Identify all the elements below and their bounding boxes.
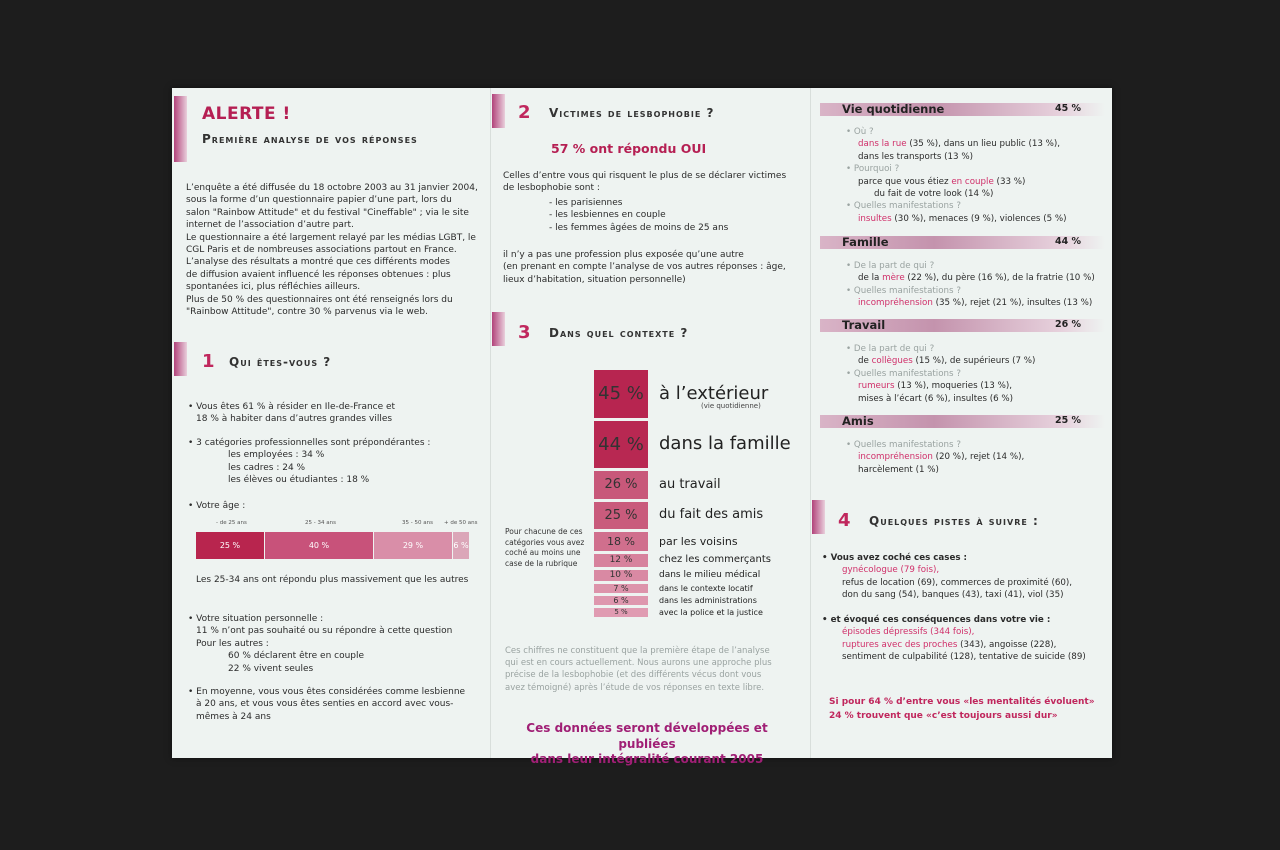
- section-number: 1: [202, 351, 215, 372]
- context-label: par les voisins: [659, 534, 738, 548]
- travail-details: • De la part de qui ? de collègues (15 %), de supérieurs (7 %) • Quelles manifestations ? rumeurs (13 %), moqueries (13 %), mises à l’écart (6 %), insultes (6 %): [846, 344, 1036, 404]
- context-bar: 5 %: [594, 608, 648, 617]
- fold-line: [490, 88, 491, 758]
- context-bar: 26 %: [594, 471, 648, 499]
- section-accent-bar: [492, 312, 505, 346]
- categories-block: • 3 catégories professionnelles sont prépondérantes : les employées : 34 % les cadres : 24 % les élèves ou étudiantes : 18 %: [188, 438, 431, 486]
- section-header-vie-quotidienne: Vie quotidienne 45 %: [820, 103, 1105, 116]
- closing-statement: Ces données seront développées et publiées dans leur intégralité courant 2005: [526, 721, 768, 766]
- context-bar: 6 %: [594, 596, 648, 605]
- page-subtitle: Première analyse de vos réponses: [202, 132, 418, 146]
- disclaimer-text: Ces chiffres ne constituent que la première étape de l’analyse qui est en cours actuellement. Nous aurons une approche plus précise de la lesbophobie (et des différents vécus dont vous avez témoigné) après l’étude de vos réponses en texte libre.: [505, 646, 772, 693]
- page-title: ALERTE !: [202, 104, 291, 124]
- context-bar: 18 %: [594, 532, 648, 551]
- age-label: • Votre âge :: [188, 501, 246, 511]
- context-bar: 45 %: [594, 370, 648, 418]
- residence-text: • Vous êtes 61 % à résider en Ile-de-France et 18 % à habiter dans d’autres grandes villes: [188, 402, 396, 425]
- context-label: du fait des amis: [659, 507, 764, 523]
- age-bar-35-50: 29 %: [374, 532, 452, 559]
- context-label: à l’extérieur: [659, 382, 769, 404]
- context-bar: 12 %: [594, 554, 648, 567]
- oui-percentage: 57 % ont répondu OUI: [551, 141, 707, 156]
- section-header-famille: Famille 44 %: [820, 236, 1105, 249]
- final-statement: Si pour 64 % d’entre vous «les mentalités évoluent» 24 % trouvent que «c’est toujours aussi dur»: [829, 697, 1095, 721]
- consequences-block: • et évoqué ces conséquences dans votre vie : épisodes dépressifs (344 fois), ruptures avec des proches (343), angoisse (228), sentiment de culpabilité (128), tentative de suicide (89): [822, 615, 1086, 663]
- context-label: chez les commerçants: [659, 554, 771, 566]
- age-bar-under-25: 25 %: [196, 532, 264, 559]
- section-accent-bar: [492, 94, 505, 128]
- context-label: dans le milieu médical: [659, 569, 761, 580]
- section-number: 4: [838, 510, 851, 531]
- context-side-note: Pour chacune de ces catégories vous avez coché au moins une case de la rubrique: [505, 527, 585, 568]
- age-group-label: + de 50 ans: [444, 520, 478, 526]
- age-note: Les 25-34 ans ont répondu plus massivement que les autres: [196, 575, 469, 585]
- section-number: 2: [518, 102, 531, 123]
- section-accent-bar: [174, 342, 187, 376]
- context-label: avec la police et la justice: [659, 607, 763, 617]
- section-header-travail: Travail 26 %: [820, 319, 1105, 332]
- context-bar: 25 %: [594, 502, 648, 529]
- intro-paragraph: L’enquête a été diffusée du 18 octobre 2003 au 31 janvier 2004, sous la forme d’un questionnaire papier d’une part, lors du salon "Rainbow Attitude" et du festival "Cineffable" ; via le site internet de l’association d’autre part. Le questionnaire a été largement relayé par les médias LGBT, le CGL Paris et de nombreuses associations partout en France. L’analyse des résultats a montré que ces différents modes de diffusion avaient influencé les réponses obtenues : plus spontanées ici, plus réfléchies ailleurs. Plus de 50 % des questionnaires ont été renseignés lors du "Rainbow Attitude", contre 30 % parvenus via le web.: [186, 183, 478, 318]
- section-accent-bar: [174, 96, 187, 162]
- context-label: dans les administrations: [659, 595, 757, 605]
- vie-quotidienne-details: • Où ? dans la rue (35 %), dans un lieu public (13 %), dans les transports (13 %) • Pourquoi ? parce que vous étiez en couple (33 %) du fait de votre look (14 %) • Quelles manifestations ? insultes (30 %), menaces (9 %), violences (5 %): [846, 127, 1067, 224]
- context-label: dans la famille: [659, 433, 791, 455]
- profession-block: il n’y a pas une profession plus exposée qu’une autre (en prenant en compte l’analyse de vos autres réponses : âge, lieux d’habitation, situation personnelle): [503, 250, 786, 285]
- amis-details: • Quelles manifestations ? incompréhension (20 %), rejet (14 %), harcèlement (1 %): [846, 440, 1025, 475]
- age-group-label: - de 25 ans: [216, 520, 247, 526]
- risk-block: Celles d’entre vous qui risquent le plus de se déclarer victimes de lesbophobie sont : - les parisiennes - les lesbiennes en couple - les femmes âgées de moins de 25 ans: [503, 171, 787, 233]
- context-bar: 7 %: [594, 584, 648, 593]
- context-label: au travail: [659, 476, 721, 492]
- section-number: 3: [518, 322, 531, 343]
- section-title: Victimes de lesbophobie ?: [549, 106, 715, 120]
- context-bar: 44 %: [594, 421, 648, 468]
- fold-line: [810, 88, 811, 758]
- lesbian-age-block: • En moyenne, vous vous êtes considérées comme lesbienne à 20 ans, et vous vous êtes senties en accord avec vous- mêmes à 24 ans: [188, 687, 466, 722]
- section-title: Qui êtes-vous ?: [229, 355, 332, 369]
- age-bar-25-34: 40 %: [265, 532, 373, 559]
- situation-block: • Votre situation personnelle : 11 % n’ont pas souhaité ou su répondre à cette question Pour les autres : 60 % déclarent être en couple 22 % vivent seules: [188, 614, 453, 674]
- context-bar: 10 %: [594, 570, 648, 581]
- context-label: dans le contexte locatif: [659, 583, 753, 593]
- age-group-label: 25 - 34 ans: [305, 520, 336, 526]
- section-header-amis: Amis 25 %: [820, 415, 1105, 428]
- context-sublabel: (vie quotidienne): [701, 402, 761, 410]
- section-title: Quelques pistes à suivre :: [869, 514, 1039, 528]
- section-title: Dans quel contexte ?: [549, 326, 689, 340]
- age-group-label: 35 - 50 ans: [402, 520, 433, 526]
- cases-block: • Vous avez coché ces cases : gynécologue (79 fois), refus de location (69), commerces de proximité (60), don du sang (54), banques (43), taxi (41), viol (35): [822, 553, 1073, 601]
- famille-details: • De la part de qui ? de la mère (22 %), du père (16 %), de la fratrie (10 %) • Quelles manifestations ? incompréhension (35 %), rejet (21 %), insultes (13 %): [846, 261, 1095, 309]
- section-accent-bar: [812, 500, 825, 534]
- age-bar-over-50: 6 %: [453, 532, 469, 559]
